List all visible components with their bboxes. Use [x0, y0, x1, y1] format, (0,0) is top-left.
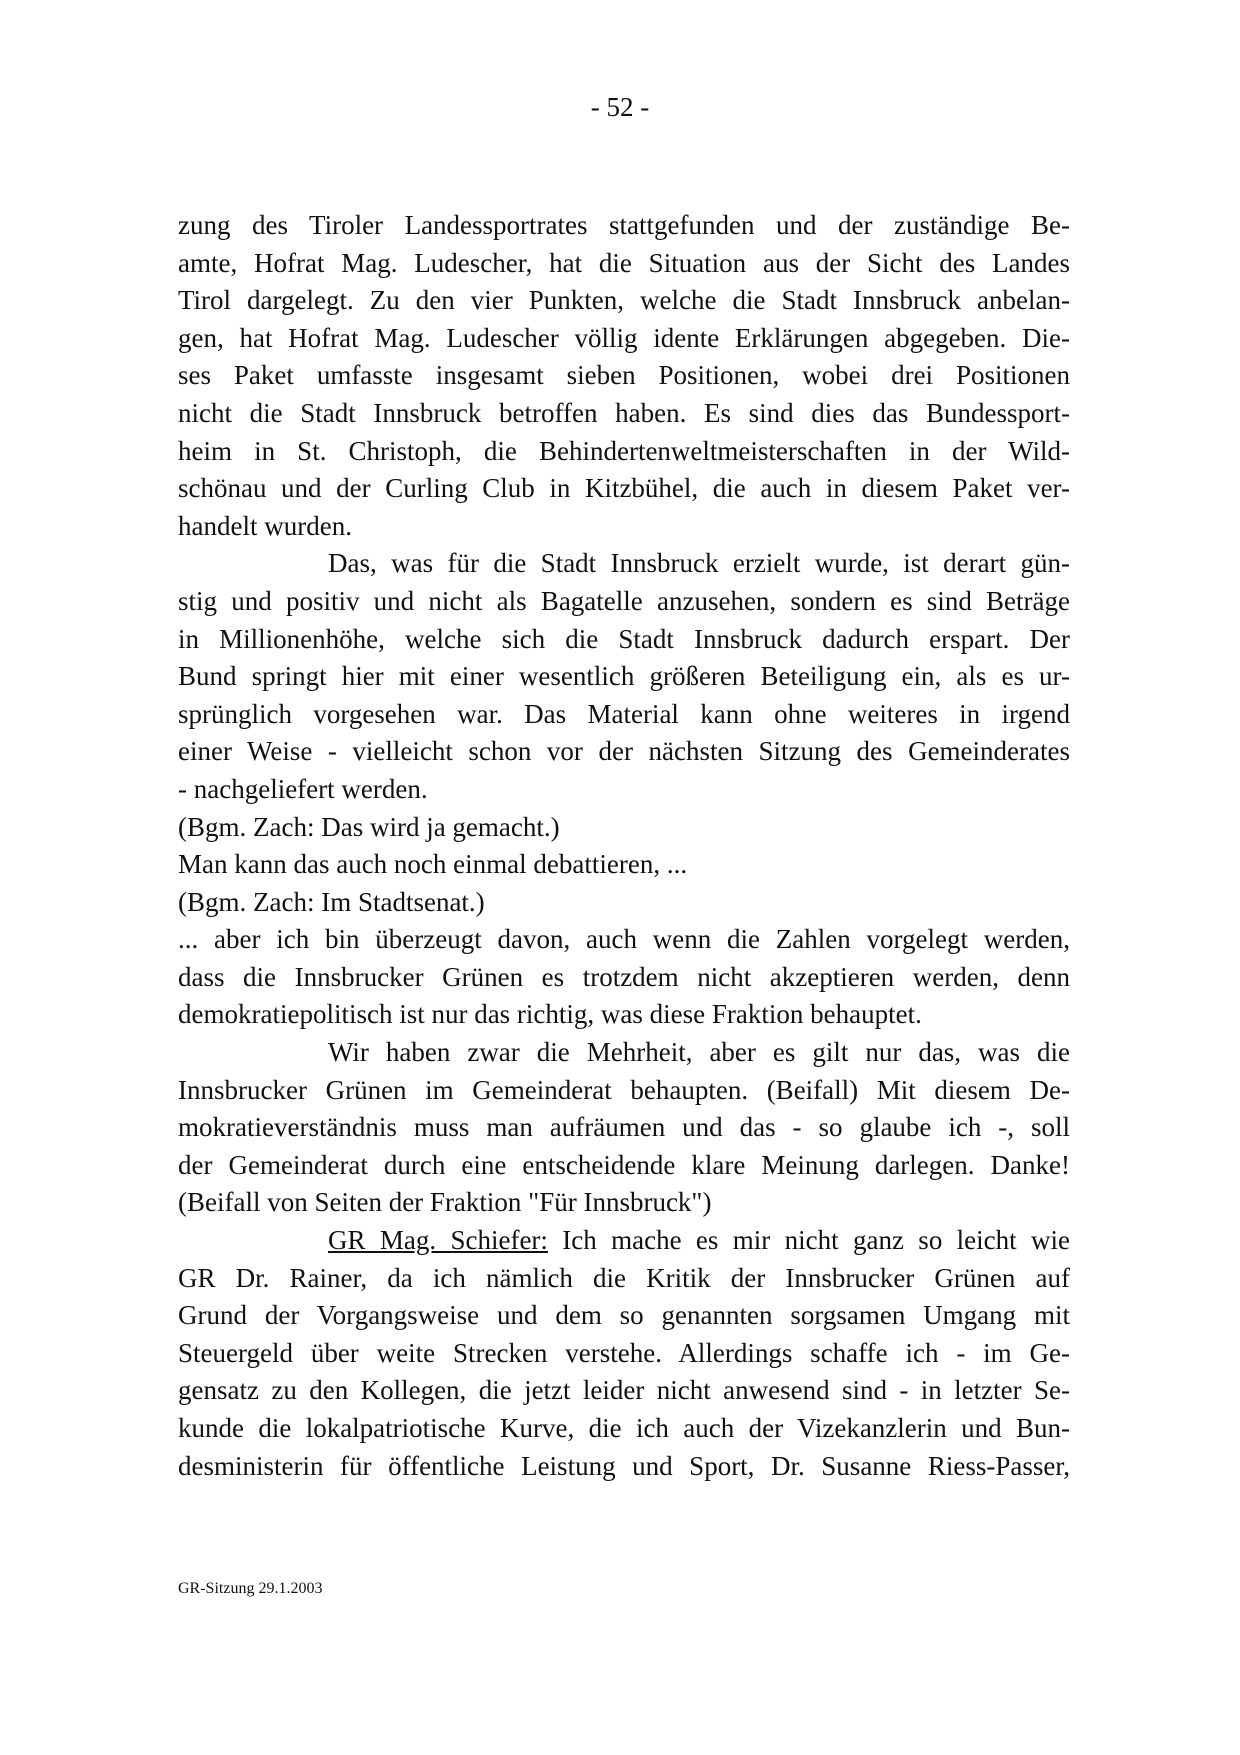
text-line: einer Weise - vielleicht schon vor der nächsten Sitzung des Gemeinderates — [178, 736, 1070, 767]
text-line: desministerin für öffentliche Leistung und Sport, Dr. Susanne Riess-Passer, — [178, 1450, 1070, 1481]
text-line: Bund springt hier mit einer wesentlich größeren Beteiligung ein, als es ur- — [178, 661, 1070, 692]
text-line: Innsbrucker Grünen im Gemeinderat behaupten. (Beifall) Mit diesem De- — [178, 1074, 1070, 1105]
text-line: dass die Innsbrucker Grünen es trotzdem nicht akzeptieren werden, denn — [178, 961, 1070, 992]
paragraph-start-line: Das, was für die Stadt Innsbruck erzielt wurde, ist derart gün- — [328, 548, 1070, 579]
text-line: schönau und der Curling Club in Kitzbühel, die auch in diesem Paket ver- — [178, 473, 1070, 504]
interjection-line: (Bgm. Zach: Im Stadtsenat.) — [178, 886, 485, 917]
footer-session-date: GR-Sitzung 29.1.2003 — [178, 1580, 323, 1597]
interjection-line: (Bgm. Zach: Das wird ja gemacht.) — [178, 811, 560, 842]
text-line: gen, hat Hofrat Mag. Ludescher völlig idente Erklärungen abgegeben. Die- — [178, 322, 1070, 353]
text-line: demokratiepolitisch ist nur das richtig, was diese Fraktion behauptet. — [178, 999, 922, 1030]
speaker-line — [178, 1222, 1070, 1260]
text-line: - nachgeliefert werden. — [178, 773, 428, 804]
text-line: ... aber ich bin überzeugt davon, auch wenn die Zahlen vorgelegt werden, — [178, 924, 1070, 955]
text-line: zung des Tiroler Landessportrates stattgefunden und der zuständige Be- — [178, 210, 1070, 240]
text-line: Steuergeld über weite Strecken verstehe. Allerdings schaffe ich - im Ge- — [178, 1337, 1070, 1368]
text-line: der Gemeinderat durch eine entscheidende klare Meinung darlegen. Danke! — [178, 1149, 1070, 1180]
document-body — [178, 207, 1070, 1485]
text-line: nicht die Stadt Innsbruck betroffen haben. Es sind dies das Bundessport- — [178, 397, 1070, 428]
text-line: amte, Hofrat Mag. Ludescher, hat die Situation aus der Sicht des Landes — [178, 247, 1070, 278]
text-line: Grund der Vorgangsweise und dem so genannten sorgsamen Umgang mit — [178, 1300, 1070, 1331]
text-line: heim in St. Christoph, die Behindertenweltmeisterschaften in der Wild- — [178, 435, 1070, 466]
paragraph-start-line: Wir haben zwar die Mehrheit, aber es gilt nur das, was die — [328, 1037, 1070, 1068]
text-line: kunde die lokalpatriotische Kurve, die ich auch der Vizekanzlerin und Bun- — [178, 1413, 1070, 1443]
text-line: mokratieverständnis muss man aufräumen und das - so glaube ich -, soll — [178, 1112, 1070, 1143]
text-line: handelt wurden. — [178, 510, 352, 541]
speaker-text: Ich mache es mir nicht ganz so leicht wie — [547, 1225, 1070, 1256]
text-line: Man kann das auch noch einmal debattieren, ... — [178, 849, 688, 880]
speaker-label: GR Mag. Schiefer: — [328, 1225, 548, 1256]
text-line: GR Dr. Rainer, da ich nämlich die Kritik der Innsbrucker Grünen auf — [178, 1262, 1070, 1293]
page-number: - 52 - — [590, 92, 650, 122]
text-line: Tirol dargelegt. Zu den vier Punkten, welche die Stadt Innsbruck anbelan- — [178, 285, 1070, 316]
text-line: sprünglich vorgesehen war. Das Material kann ohne weiteres in irgend — [178, 698, 1070, 729]
text-line: stig und positiv und nicht als Bagatelle anzusehen, sondern es sind Beträge — [178, 585, 1070, 616]
text-line: ses Paket umfasste insgesamt sieben Positionen, wobei drei Positionen — [178, 360, 1070, 391]
applause-line: (Beifall von Seiten der Fraktion "Für Innsbruck") — [178, 1187, 712, 1218]
text-line: in Millionenhöhe, welche sich die Stadt Innsbruck dadurch erspart. Der — [178, 623, 1070, 654]
text-line: gensatz zu den Kollegen, die jetzt leider nicht anwesend sind - in letzter Se- — [178, 1375, 1070, 1406]
